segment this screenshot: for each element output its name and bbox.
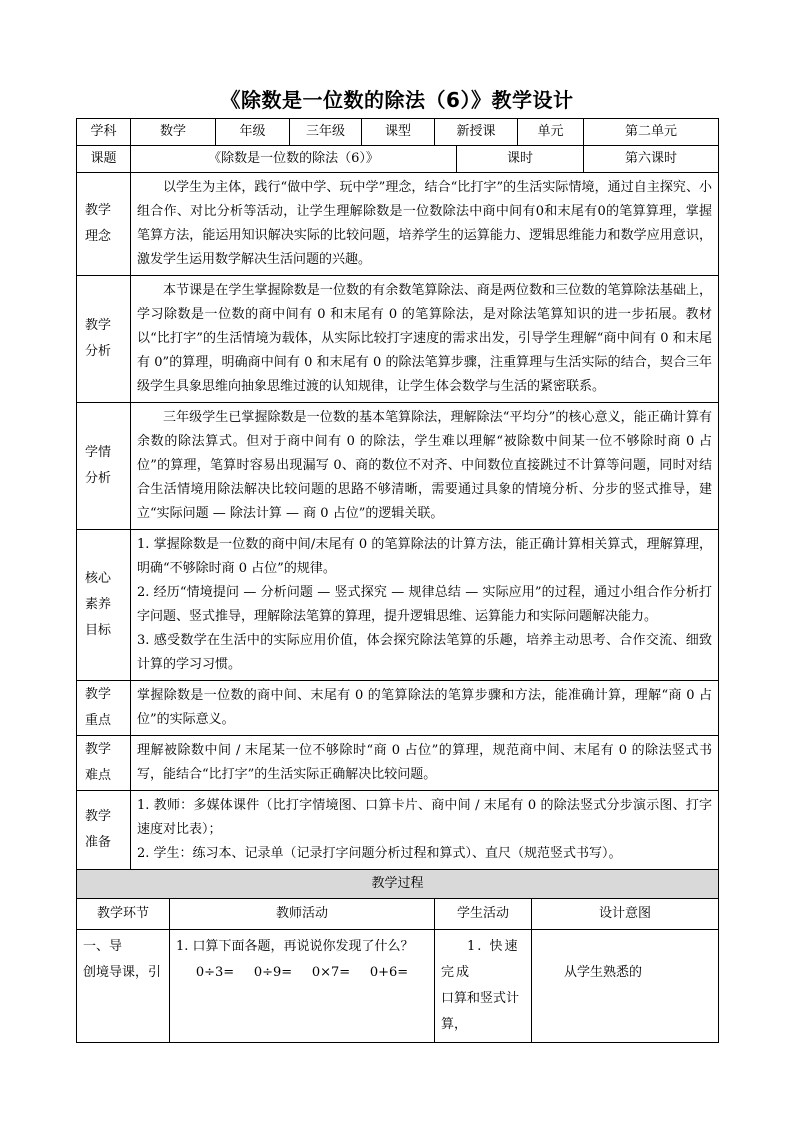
teacher-task: 1. 口算下面各题，再说说你发现了什么？: [176, 939, 414, 954]
info-row-2: [77, 146, 719, 173]
process-heading: 教学过程: [77, 870, 719, 899]
difficulty-label: 教学 难点: [77, 736, 131, 791]
goal-item: 2. 经历“情境提问 — 分析问题 — 竖式探究 — 规律总结 — 实际应用”的过程，通过小组合作分析打字问题、竖式推导，理解除法笔算的算理，提升逻辑思维、运算能力和实际问题解决能力。: [137, 585, 713, 624]
period-value: 第六课时: [584, 146, 719, 173]
lesson-plan-table-wrapper: [76, 118, 718, 1043]
oral-item: 0+6=: [369, 965, 409, 980]
philosophy-row: [77, 173, 719, 276]
unit-label: 单元: [518, 119, 584, 146]
oral-item: 0×7=: [311, 965, 351, 980]
column-header-step: 教学环节: [77, 899, 170, 930]
difficulty-text: 理解被除数中间 / 末尾某一位不够除时“商 0 占位”的算理，规范商中间、末尾有 0 的除法竖式书写，能结合“比打字”的生活实际正确解决比较问题。: [131, 736, 719, 791]
analysis-row: [77, 276, 719, 403]
difficulty-row: [77, 736, 719, 791]
step-label-line: 创境导课，引: [83, 965, 162, 980]
key-row: [77, 681, 719, 736]
goal-item: 3. 感受数学在生活中的实际应用价值，体会探究除法笔算的乐趣，培养主动思考、合作交流、细致计算的学习习惯。: [137, 633, 713, 672]
intent-cell: [532, 930, 719, 1043]
process-row-1: [77, 930, 719, 1043]
analysis-label: 教学 分析: [77, 276, 131, 403]
grade-value: 三年级: [290, 119, 362, 146]
goals-text: [131, 530, 719, 681]
goal-item: 1. 掌握除数是一位数的商中间/末尾有 0 的笔算除法的计算方法，能正确计算相关算式，理解算理，明确“不够除时商 0 占位”的规律。: [137, 537, 713, 576]
type-label: 课型: [362, 119, 435, 146]
preparation-item: 2. 学生：练习本、记录单（记录打字问题分析过程和算式）、直尺（规范竖式书写）。: [137, 846, 622, 861]
unit-value: 第二单元: [584, 119, 719, 146]
type-value: 新授课: [435, 119, 518, 146]
oral-items: [176, 960, 428, 986]
goals-row: [77, 530, 719, 681]
column-header-intent: 设计意图: [532, 899, 719, 930]
preparation-label: 教学 准备: [77, 791, 131, 870]
preparation-item: 1. 教师：多媒体课件（比打字情境图、口算卡片、商中间 / 末尾有 0 的除法竖式分步演示图、打字速度对比表）；: [137, 798, 713, 837]
analysis-text: 本节课是在学生掌握除数是一位数的有余数笔算除法、商是两位数和三位数的笔算除法基础上，学习除数是一位数的商中间有 0 和末尾有 0 的笔算除法，是对除法笔算知识的进一步拓展。教材以“比打字”的生活情境为载体，从实际比较打字速度的需求出发，引导学生理解“商中间有 0 和末尾有 0”的算理，明确商中间有 0 和末尾有 0 的除法笔算步骤，注重算理与生活实际的结合，契合三年级学生具象思维向抽象思维过渡的认知规律，让学生体会数学与生活的紧密联系。: [131, 276, 719, 403]
key-label: 教学 重点: [77, 681, 131, 736]
process-heading-row: [77, 870, 719, 899]
grade-label: 年级: [216, 119, 290, 146]
preparation-text: [131, 791, 719, 870]
learner-label: 学情 分析: [77, 403, 131, 530]
subject-value: 数学: [131, 119, 216, 146]
process-columns-row: [77, 899, 719, 930]
learner-text: 三年级学生已掌握除数是一位数的基本笔算除法，理解除法“平均分”的核心意义，能正确计算有余数的除法算式。但对于商中间有 0 的除法，学生难以理解“被除数中间某一位不够除时商 0 占位”的算理，笔算时容易出现漏写 0、商的数位不对齐、中间数位直接跳过不计算等问题，同时对结合生活情境用除法解决比较问题的思路不够清晰，需要通过具象的情境分析、分步的竖式推导，建立“实际问题 — 除法计算 — 商 0 占位”的逻辑关联。: [131, 403, 719, 530]
subject-label: 学科: [77, 119, 131, 146]
student-cell: [435, 930, 532, 1043]
oral-item: 0÷9=: [253, 965, 293, 980]
philosophy-label: 教学 理念: [77, 173, 131, 276]
learner-row: [77, 403, 719, 530]
preparation-row: [77, 791, 719, 870]
lesson-plan-table: [76, 118, 719, 1043]
goals-label: 核心 素养 目标: [77, 530, 131, 681]
step-cell: [77, 930, 170, 1043]
column-header-student: 学生活动: [435, 899, 532, 930]
step-label-line: 一、导: [83, 939, 123, 954]
key-text: 掌握除数是一位数的商中间、末尾有 0 的笔算除法的笔算步骤和方法，能准确计算，理解“商 0 占位”的实际意义。: [131, 681, 719, 736]
intent-text: 从学生熟悉的: [564, 965, 643, 980]
info-row-1: [77, 119, 719, 146]
column-header-teacher: 教师活动: [170, 899, 435, 930]
intent-spacer: [538, 934, 712, 960]
student-activity-line: 口算和竖式计算，: [441, 991, 520, 1032]
student-activity-line: 1. 快速完成: [441, 939, 520, 980]
topic-value: 《除数是一位数的除法（6）》: [131, 146, 457, 173]
document-title: 《除数是一位数的除法（6）》教学设计: [220, 88, 574, 112]
philosophy-text: 以学生为主体，践行“做中学、玩中学”理念，结合“比打字”的生活实际情境，通过自主探究、小组合作、对比分析等活动，让学生理解除数是一位数除法中商中间有0和末尾有0的笔算算理，掌握笔算方法，能运用知识解决实际的比较问题，培养学生的运算能力、逻辑思维能力和数学应用意识，激发学生运用数学解决生活问题的兴趣。: [131, 173, 719, 276]
teacher-cell: [170, 930, 435, 1043]
period-label: 课时: [457, 146, 584, 173]
topic-label: 课题: [77, 146, 131, 173]
oral-item: 0÷3=: [195, 965, 235, 980]
